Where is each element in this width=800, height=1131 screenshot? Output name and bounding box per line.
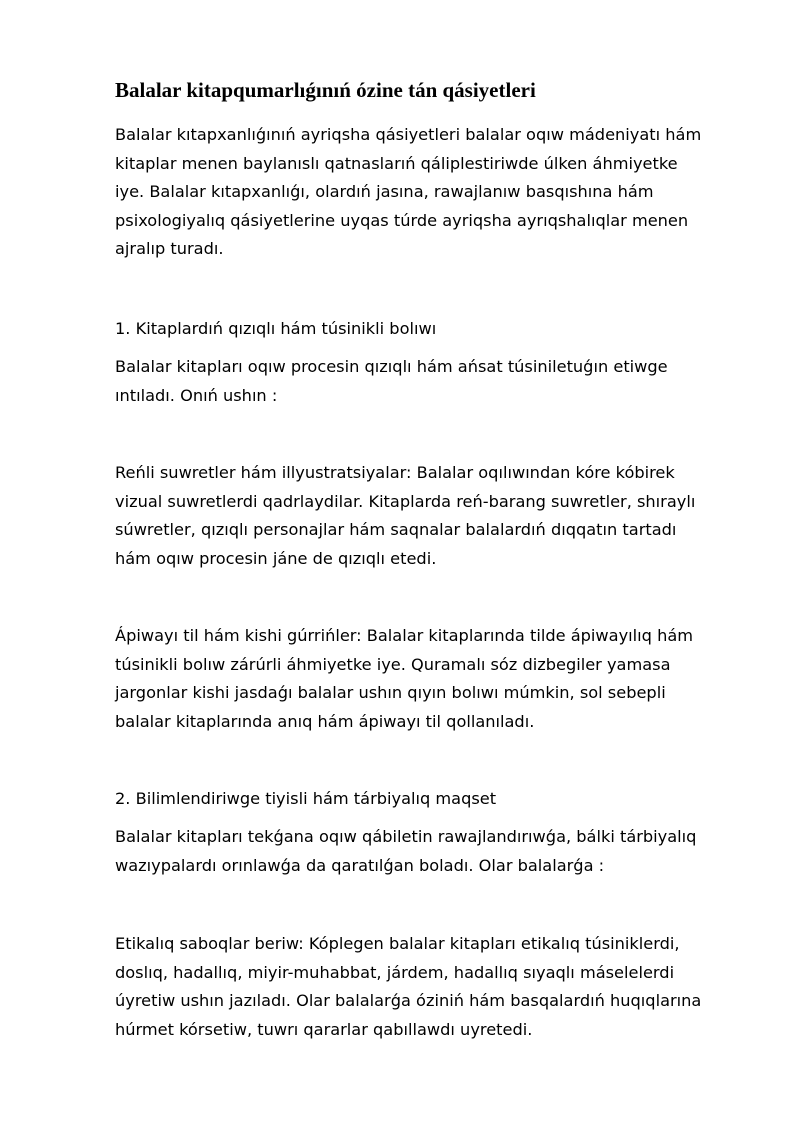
section-2-point-ethics [115, 930, 755, 1044]
text-line: Balalar kıtapxanlıǵınıń ayriqsha qásiyetleri balalar oqıw mádeniyatı hám [115, 125, 702, 144]
section-2-heading: 2. Bilimlendiriwge tiyisli hám tárbiyalıq maqset [115, 789, 497, 808]
text-line: hám oqıw procesin jáne de qızıqlı etedi. [115, 548, 437, 568]
text-line: wazıypalardı orınlawǵa da qaratılǵan boladı. Olar balalarǵa : [115, 855, 605, 875]
text-line: Ápiwayı til hám kishi gúrrińler: Balalar kitaplarında tilde ápiwayılıq hám [115, 626, 694, 645]
text-line: túsinikli bolıw zárúrli áhmiyetke iye. Quramalı sóz dizbegiler yamasa [115, 654, 671, 674]
text-line: psixologiyalıq qásiyetlerine uyqas túrde ayriqsha ayrıqshalıqlar menen [115, 210, 689, 230]
text-line: Reńli suwretler hám illyustratsiyalar: Balalar oqılıwından kóre kóbirek [115, 463, 675, 482]
section-1-point-simple-language [115, 622, 755, 736]
section-1-body [115, 353, 755, 410]
text-line: kitaplar menen baylanıslı qatnaslarıń qáliplestiriwde úlken áhmiyetke [115, 153, 678, 173]
text-line: úyretiw ushın jazıladı. Olar balalarǵa óziniń hám basqalardıń huqıqlarına [115, 991, 702, 1010]
text-line: súwretler, qızıqlı personajlar hám saqnalar balalardıń dıqqatın tartadı [115, 520, 677, 539]
text-line: iye. Balalar kıtapxanlıǵı, olardıń jasına, rawajlanıw basqıshına hám [115, 182, 654, 201]
document-title: Balalar kitapqumarlıǵınıń ózine tán qásiyetleri [115, 78, 536, 102]
text-line: vizual suwretlerdi qadrlaydilar. Kitaplarda reń-barang suwretler, shıraylı [115, 491, 696, 511]
text-line: húrmet kórsetiw, tuwrı qararlar qabıllawdı uyretedi. [115, 1019, 533, 1039]
text-line: Balalar kitapları oqıw procesin qızıqlı hám ańsat túsiniletuǵın etiwge [115, 357, 668, 376]
text-line: Etikalıq saboqlar beriw: Kóplegen balalar kitapları etikalıq túsiniklerdi, [115, 934, 680, 953]
text-line: ajralıp turadı. [115, 239, 224, 258]
intro-paragraph [115, 121, 755, 264]
text-line: doslıq, hadallıq, miyir-muhabbat, járdem, hadallıq sıyaqlı máselelerdi [115, 962, 675, 982]
text-line: ıntıladı. Onıń ushın : [115, 385, 278, 405]
text-line: Balalar kitapları tekǵana oqıw qábiletin rawajlandırıwǵa, bálki tárbiyalıq [115, 827, 697, 846]
section-2-body [115, 823, 755, 880]
text-line: balalar kitaplarında anıq hám ápiwayı til qollanıladı. [115, 711, 535, 731]
section-1-heading: 1. Kitaplardıń qızıqlı hám túsinikli bolıwı [115, 319, 437, 338]
text-line: jargonlar kishi jasdaǵı balalar ushın qıyın bolıwı múmkin, sol sebepli [115, 683, 666, 702]
section-1-point-illustrations [115, 459, 755, 573]
